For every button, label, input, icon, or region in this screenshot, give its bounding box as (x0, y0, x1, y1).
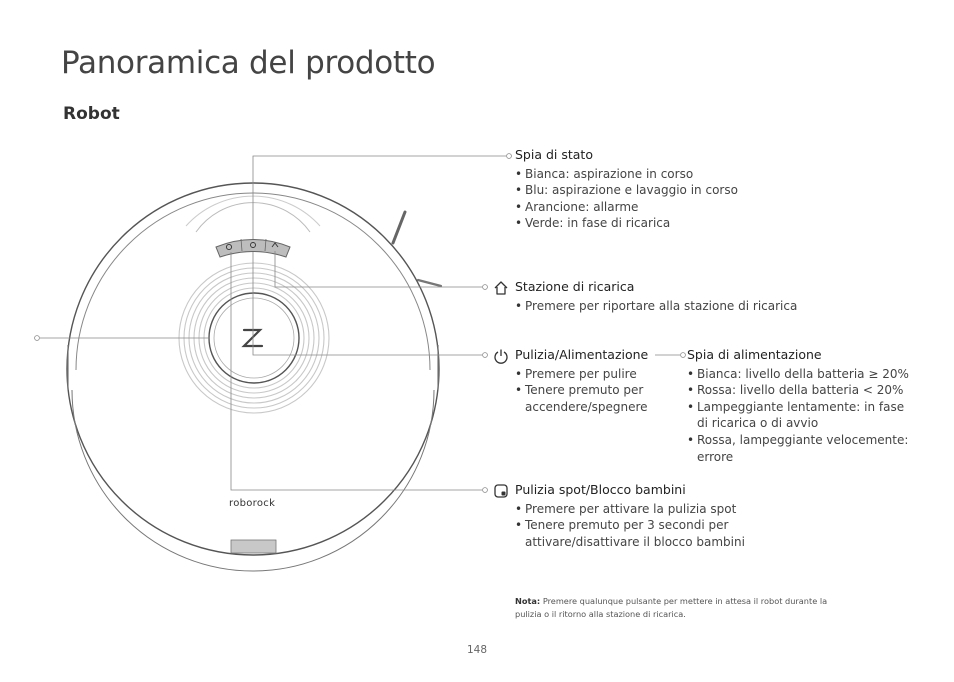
list-item: • Rossa, lampeggiante velocemente: errore (687, 432, 912, 465)
page-title: Panoramica del prodotto (61, 45, 436, 81)
status-light-list (515, 166, 795, 232)
list-item: • Premere per pulire (515, 366, 660, 383)
dock-title: Stazione di ricarica (515, 279, 635, 294)
side-brush-2 (418, 280, 441, 286)
power-light-title: Spia di alimentazione (687, 347, 822, 362)
page-number: 148 (466, 644, 488, 656)
list-item: • Tenere premuto per 3 secondi per attivare/disattivare il blocco bambini (515, 517, 755, 550)
list-item: • Tenere premuto per accendere/spegnere (515, 382, 660, 415)
bumper-tab (231, 540, 276, 553)
power-icon (493, 348, 509, 364)
robot-brand: roborock (229, 498, 276, 509)
callout-dock (515, 279, 815, 314)
list-item: • Arancione: allarme (515, 199, 795, 216)
list-item: • Premere per attivare la pulizia spot (515, 501, 755, 518)
callout-power (515, 347, 660, 415)
dock-list (515, 298, 815, 315)
note (515, 595, 845, 620)
list-item: • Premere per riportare alla stazione di ricarica (515, 298, 815, 315)
section-title: Robot (63, 104, 120, 124)
spot-title: Pulizia spot/Blocco bambini (515, 482, 686, 497)
callout-spot (515, 482, 755, 550)
callout-power-light (687, 347, 912, 465)
list-item: • Bianca: livello della batteria ≥ 20% (687, 366, 912, 383)
power-light-list (687, 366, 912, 466)
list-item: • Blu: aspirazione e lavaggio in corso (515, 182, 795, 199)
note-text: Premere qualunque pulsante per mettere in attesa il robot durante la pulizia o il ritorno alla stazione di ricarica. (515, 596, 828, 619)
home-icon (493, 280, 509, 296)
power-list (515, 366, 660, 416)
spot-list (515, 501, 755, 551)
list-item: • Bianca: aspirazione in corso (515, 166, 795, 183)
callout-status-light (515, 147, 795, 232)
list-item: • Rossa: livello della batteria < 20% (687, 382, 912, 399)
note-label: Nota: (515, 596, 541, 606)
list-item: • Verde: in fase di ricarica (515, 215, 795, 232)
power-title: Pulizia/Alimentazione (515, 347, 649, 362)
status-light-title: Spia di stato (515, 147, 593, 162)
list-item: • Lampeggiante lentamente: in fase di ricarica o di avvio (687, 399, 912, 432)
spot-clean-icon (493, 483, 509, 499)
side-brush (393, 212, 405, 243)
